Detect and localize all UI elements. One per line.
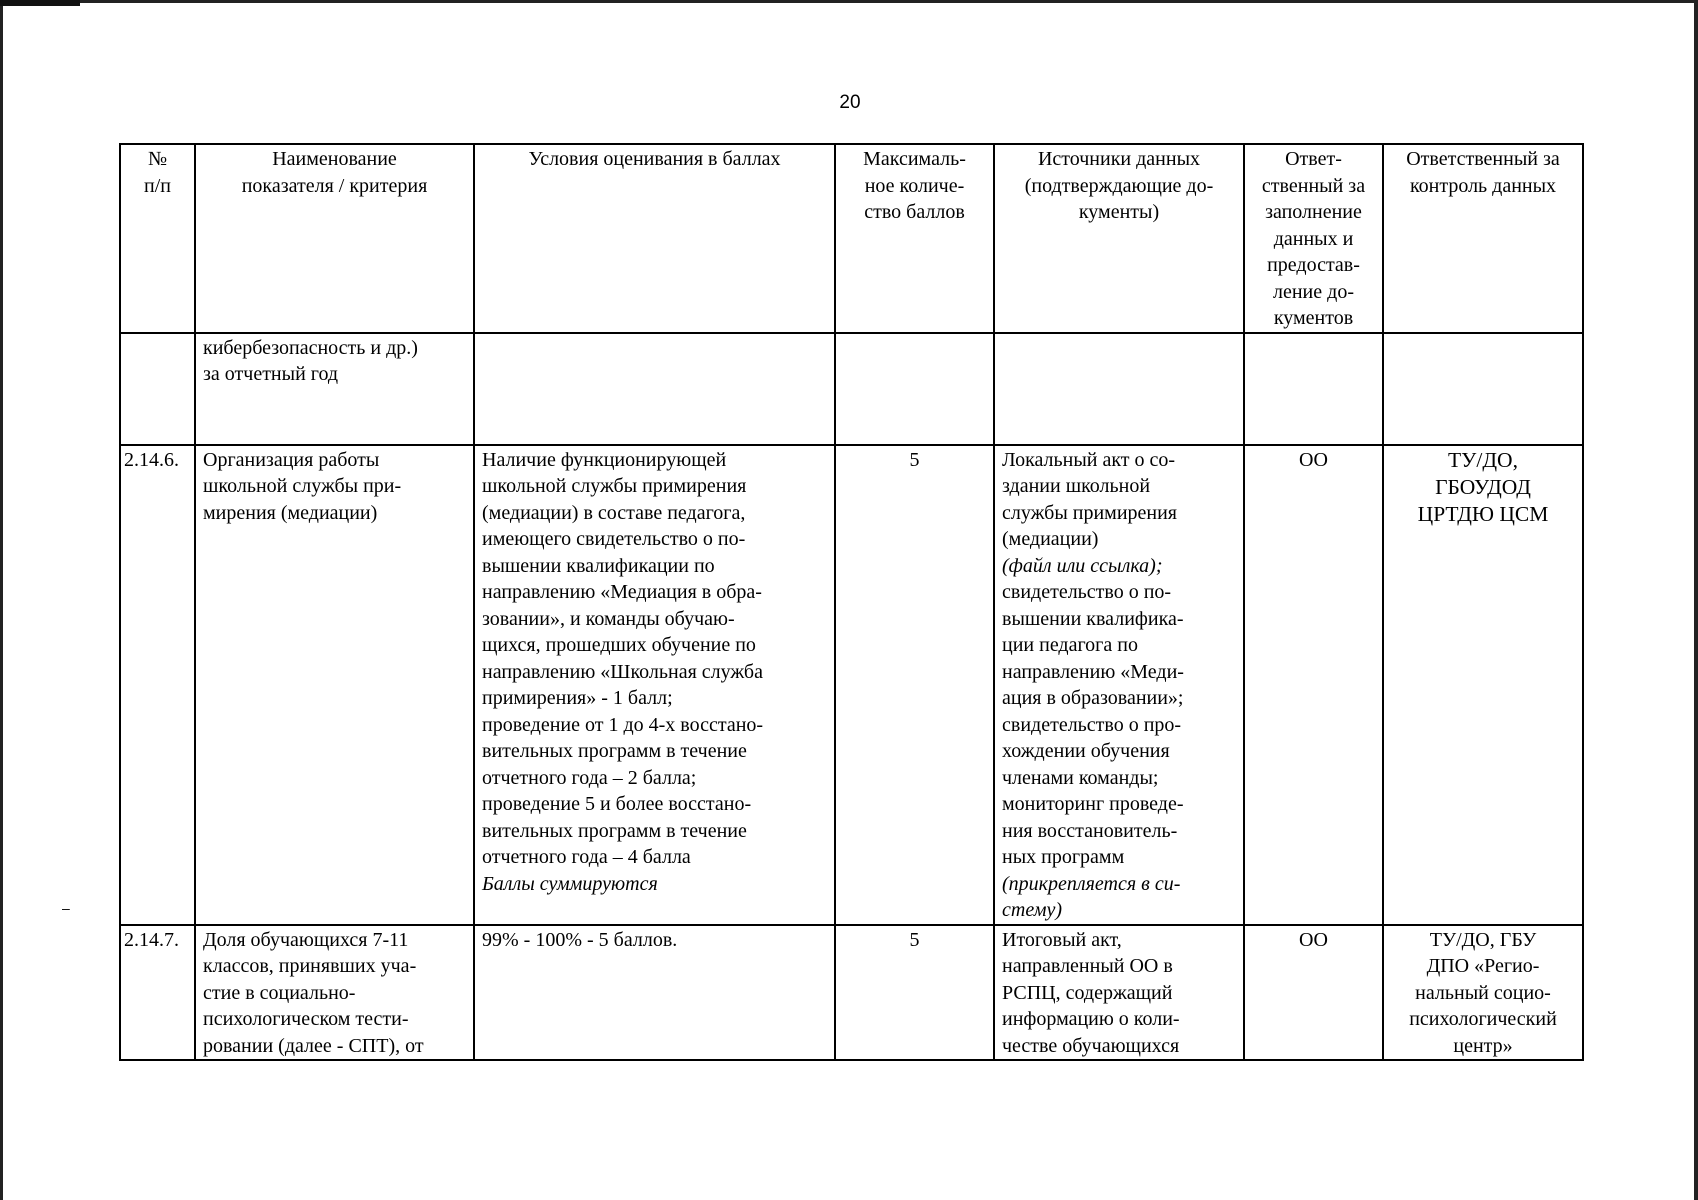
- table-row: [120, 925, 1583, 1061]
- sources-note: (файл или ссылка);: [1002, 554, 1163, 577]
- page-edge-top: [0, 0, 1698, 3]
- cell-conditions: 99% - 100% - 5 баллов.: [474, 925, 835, 1061]
- cell-number: 2.14.6.: [120, 445, 195, 925]
- cell-indicator-name: кибербезопасность и др.) за отчетный год: [195, 333, 474, 445]
- cell-max-points: 5: [835, 925, 994, 1061]
- cell-data-sources: [994, 445, 1244, 925]
- cell-responsible-control: ТУ/ДО, ГБОУДОД ЦРТДЮ ЦСМ: [1383, 445, 1583, 925]
- header-responsible-filling: Ответ- ственный за заполнение данных и предостав- ление до- кументов: [1244, 144, 1383, 333]
- criteria-table: [119, 143, 1584, 1061]
- sources-note: (прикрепляется в си- стему): [1002, 872, 1181, 921]
- header-number: № п/п: [120, 144, 195, 333]
- sources-text: свидетельство о по- вышении квалифика- ции педагога по направлению «Меди- ация в образовании»; свидетельство о про- хождении обучения членами команды; мониторинг проведе- ния восстановитель- ных программ: [1002, 581, 1184, 868]
- cell-max-points: 5: [835, 445, 994, 925]
- cell-conditions: [474, 333, 835, 445]
- cell-data-sources: Итоговый акт, направленный ОО в РСПЦ, содержащий информацию о коли- честве обучающихся: [994, 925, 1244, 1061]
- scan-mark: –: [62, 900, 70, 916]
- cell-indicator-name: Организация работы школьной службы при- мирения (медиации): [195, 445, 474, 925]
- cell-responsible-filling: ОО: [1244, 925, 1383, 1061]
- cell-responsible-control: [1383, 333, 1583, 445]
- conditions-note: Баллы суммируются: [482, 872, 658, 895]
- header-indicator-name: Наименование показателя / критерия: [195, 144, 474, 333]
- header-conditions: Условия оценивания в баллах: [474, 144, 835, 333]
- table-row: [120, 333, 1583, 445]
- header-data-sources: Источники данных (подтверждающие до- кументы): [994, 144, 1244, 333]
- page-edge-left: [0, 0, 3, 1200]
- conditions-text: Наличие функционирующей школьной службы примирения (медиации) в составе педагога, имеющего свидетельство о по- вышении квалификации по направлению «Медиация в обра- зовании», и команды обучаю- щихся, прошедших обучение по направлению «Школьная служба примирения» - 1 балл; проведение от 1 до 4-х восстано- вительных программ в течение отчетного года – 2 балла; проведение 5 и более восстано- вительных программ в течение отчетного года – 4 балла: [482, 448, 764, 868]
- cell-data-sources: [994, 333, 1244, 445]
- cell-responsible-filling: ОО: [1244, 445, 1383, 925]
- cell-responsible-filling: [1244, 333, 1383, 445]
- cell-max-points: [835, 333, 994, 445]
- sources-text: Локальный акт о со- здании школьной службы примирения (медиации): [1002, 448, 1178, 550]
- table-row: [120, 445, 1583, 925]
- cell-number: [120, 333, 195, 445]
- cell-number: 2.14.7.: [120, 925, 195, 1061]
- page-edge-right: [1694, 0, 1698, 1200]
- header-responsible-control: Ответственный за контроль данных: [1383, 144, 1583, 333]
- page-edge-corner: [0, 0, 80, 6]
- cell-conditions: [474, 445, 835, 925]
- header-max-points: Максималь- ное количе- ство баллов: [835, 144, 994, 333]
- cell-indicator-name: Доля обучающихся 7-11 классов, принявших уча- стие в социально- психологическом тести- ровании (далее - СПТ), от: [195, 925, 474, 1061]
- page-number: 20: [839, 92, 861, 113]
- table-header-row: [120, 144, 1583, 333]
- cell-responsible-control: ТУ/ДО, ГБУ ДПО «Регио- нальный социо- психологический центр»: [1383, 925, 1583, 1061]
